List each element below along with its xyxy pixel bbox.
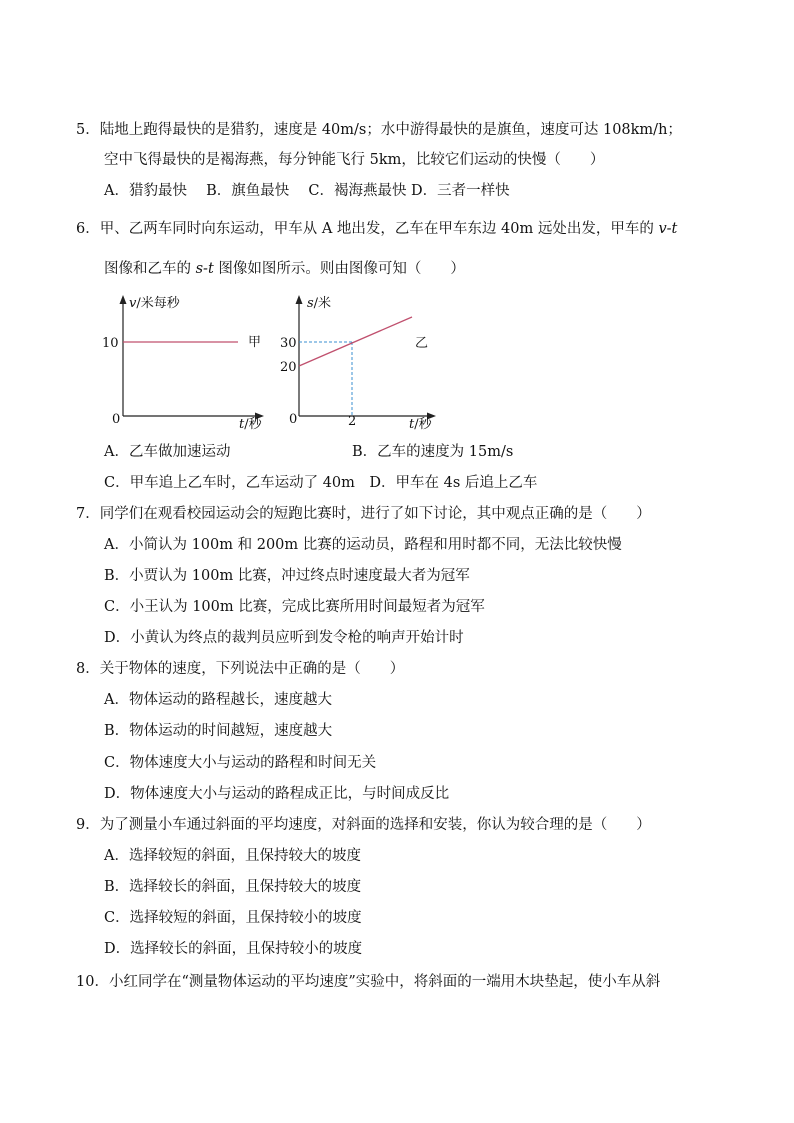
q7-option-d: D．小黄认为终点的裁判员应听到发令枪的响声开始计时	[104, 630, 464, 646]
series-label-jia: 甲	[248, 335, 262, 350]
q8-stem: 8．关于物体的速度，下列说法中正确的是（ ）	[76, 661, 405, 677]
q9-option-c: C．选择较短的斜面，且保持较小的坡度	[104, 910, 362, 926]
q7-option-c: C．小王认为 100m 比赛，完成比赛所用时间最短者为冠军	[104, 599, 485, 615]
x-axis-label	[239, 416, 263, 432]
q9-option-a: A．选择较短的斜面，且保持较大的坡度	[104, 848, 361, 864]
q8-option-b: B．物体运动的时间越短，速度越大	[104, 723, 333, 739]
x-axis-unit: /秒	[414, 417, 432, 432]
y-axis-var: v	[129, 296, 137, 311]
q6-option-a: A．乙车做加速运动	[104, 444, 231, 460]
q5-line2: 空中飞得最快的是褐海燕，每分钟能飞行 5km，比较它们运动的快慢（ ）	[104, 152, 605, 168]
q6-option-cd: C．甲车追上乙车时，乙车运动了 40m D．甲车在 4s 后追上乙车	[104, 475, 538, 491]
q6-st-var: s-t	[195, 261, 214, 277]
y-axis-unit: /米每秒	[136, 296, 180, 311]
q7-stem: 7．同学们在观看校园运动会的短跑比赛时，进行了如下讨论，其中观点正确的是（ ）	[76, 506, 651, 522]
q10-line1: 10．小红同学在“测量物体运动的平均速度”实验中，将斜面的一端用木块垫起，使小车从斜	[76, 974, 661, 990]
q9-option-d: D．选择较长的斜面，且保持较小的坡度	[104, 941, 363, 957]
y-axis-arrow	[296, 295, 303, 304]
y-axis-arrow	[120, 295, 127, 304]
x-axis-var: t	[239, 417, 245, 432]
x-axis-unit: /秒	[244, 417, 262, 432]
x-tick-2: 2	[348, 414, 357, 429]
x-axis-label	[409, 416, 433, 432]
y-tick-30: 30	[280, 336, 297, 351]
q5-options: A．猎豹最快 B．旗鱼最快 C．褐海燕最快 D．三者一样快	[104, 183, 510, 199]
y-axis-label	[307, 295, 331, 311]
x-axis-var: t	[409, 417, 415, 432]
y-tick-20: 20	[280, 360, 297, 375]
q6-option-b: B．乙车的速度为 15m/s	[352, 444, 514, 460]
y-axis-label	[129, 295, 181, 311]
q7-option-a: A．小简认为 100m 和 200m 比赛的运动员，路程和用时都不同，无法比较快慢	[104, 537, 622, 553]
series-label-yi: 乙	[415, 336, 429, 351]
origin-label: 0	[289, 412, 298, 427]
y-axis-var: s	[307, 296, 314, 311]
y-axis-unit: /米	[313, 296, 332, 311]
q8-option-a: A．物体运动的路程越长，速度越大	[104, 692, 332, 708]
st-chart-yi	[278, 292, 448, 437]
q6-line2	[104, 259, 465, 279]
q8-option-c: C．物体速度大小与运动的路程和时间无关	[104, 755, 377, 771]
y-tick-10: 10	[102, 336, 119, 351]
q9-option-b: B．选择较长的斜面，且保持较大的坡度	[104, 879, 362, 895]
q9-stem: 9．为了测量小车通过斜面的平均速度，对斜面的选择和安装，你认为较合理的是（ ）	[76, 817, 651, 833]
q6-line1	[76, 219, 677, 239]
q6-line1-text: 6．甲、乙两车同时向东运动，甲车从 A 地出发，乙车在甲车东边 40m 远处出发，甲车的	[76, 221, 659, 237]
origin-label: 0	[112, 412, 121, 427]
q6-line2-pre: 图像和乙车的	[104, 261, 196, 277]
q6-line2-post: 图像如图所示。则由图像可知（ ）	[213, 261, 465, 277]
q7-option-b: B．小贾认为 100m 比赛，冲过终点时速度最大者为冠军	[104, 568, 470, 584]
q6-vt-var: v-t	[658, 221, 678, 237]
q5-line1: 5．陆地上跑得最快的是猎豹，速度是 40m/s；水中游得最快的是旗鱼，速度可达 108km/h；	[76, 122, 682, 138]
q8-option-d: D．物体速度大小与运动的路程成正比，与时间成反比	[104, 786, 450, 802]
vt-chart-jia	[100, 292, 270, 437]
